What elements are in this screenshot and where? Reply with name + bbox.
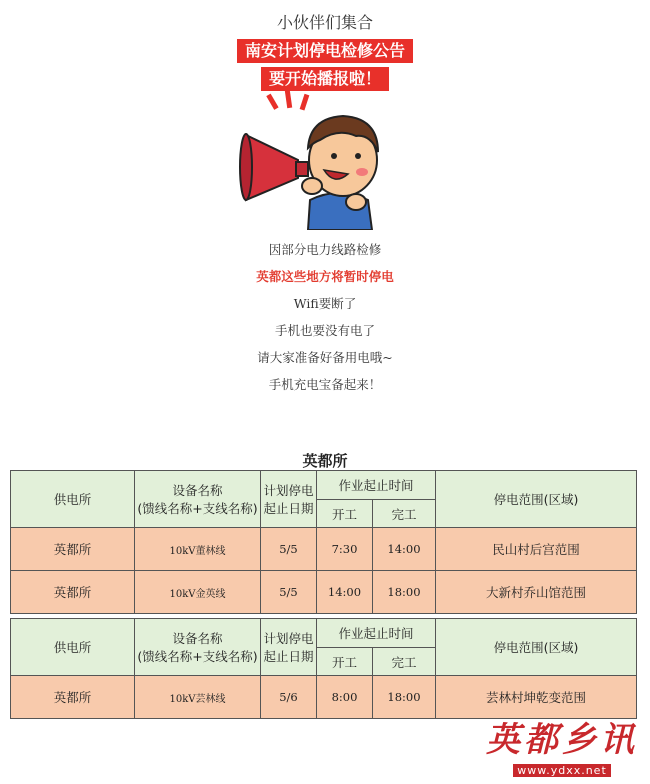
cell-scope: 大新村乔山馆范围 bbox=[436, 571, 637, 614]
header-device-name bbox=[135, 619, 261, 676]
table-row bbox=[11, 528, 637, 571]
cell-start: 7:30 bbox=[317, 528, 373, 571]
header-start: 开工 bbox=[317, 500, 373, 528]
cell-device: 10kV金英线 bbox=[135, 571, 261, 614]
header-supply-office: 供电所 bbox=[11, 619, 135, 676]
cell-device: 10kV董林线 bbox=[135, 528, 261, 571]
table-row bbox=[11, 676, 637, 719]
notice-banner-line2: 要开始播报啦！ bbox=[261, 67, 389, 91]
header-work-time: 作业起止时间 bbox=[317, 619, 436, 648]
cell-office: 英都所 bbox=[11, 528, 135, 571]
header-plan-date-main: 计划停电 bbox=[263, 483, 314, 498]
site-watermark bbox=[482, 721, 642, 778]
header-device-name bbox=[135, 471, 261, 528]
header-end: 完工 bbox=[373, 500, 436, 528]
header-device-name-sub: (馈线名称+支线名称) bbox=[137, 501, 258, 516]
notice-banner-line1: 南安计划停电检修公告 bbox=[237, 39, 413, 63]
cell-end: 18:00 bbox=[373, 676, 436, 719]
cell-scope: 民山村后宫范围 bbox=[436, 528, 637, 571]
header-plan-date bbox=[261, 619, 317, 676]
header-plan-date-sub: 起止日期 bbox=[263, 501, 314, 516]
message-line: Wifi要断了 bbox=[293, 296, 357, 311]
header-scope: 停电范围(区域) bbox=[436, 619, 637, 676]
watermark-url: www.ydxx.net bbox=[513, 764, 611, 777]
header-end: 完工 bbox=[373, 648, 436, 676]
message-line: 因部分电力线路检修 bbox=[268, 242, 382, 257]
cell-device: 10kV芸林线 bbox=[135, 676, 261, 719]
header-plan-date bbox=[261, 471, 317, 528]
cell-date: 5/5 bbox=[261, 571, 317, 614]
header-device-name-sub: (馈线名称+支线名称) bbox=[137, 649, 258, 664]
cell-office: 英都所 bbox=[11, 676, 135, 719]
header-supply-office: 供电所 bbox=[11, 471, 135, 528]
cell-end: 14:00 bbox=[373, 528, 436, 571]
megaphone-mascot-icon bbox=[238, 90, 388, 230]
message-line: 手机充电宝备起来！ bbox=[268, 377, 382, 392]
cell-date: 5/5 bbox=[261, 528, 317, 571]
message-lines bbox=[0, 236, 650, 398]
header-plan-date-sub: 起止日期 bbox=[263, 649, 314, 664]
header-plan-date-main: 计划停电 bbox=[263, 631, 314, 646]
cell-scope: 芸林村坤乾变范围 bbox=[436, 676, 637, 719]
intro-title: 小伙伴们集合 bbox=[276, 13, 373, 32]
table-row bbox=[11, 571, 637, 614]
cell-office: 英都所 bbox=[11, 571, 135, 614]
header-start: 开工 bbox=[317, 648, 373, 676]
message-line: 请大家准备好备用电哦~ bbox=[257, 350, 393, 365]
outage-table-2 bbox=[10, 618, 637, 719]
header-device-name-main: 设备名称 bbox=[172, 483, 223, 498]
cell-start: 14:00 bbox=[317, 571, 373, 614]
table-header-row bbox=[11, 619, 637, 648]
watermark-name: 英都乡讯 bbox=[486, 720, 638, 760]
cell-date: 5/6 bbox=[261, 676, 317, 719]
header-scope: 停电范围(区域) bbox=[436, 471, 637, 528]
header-device-name-main: 设备名称 bbox=[172, 631, 223, 646]
intro-header bbox=[0, 8, 650, 91]
cell-end: 18:00 bbox=[373, 571, 436, 614]
section-title: 英都所 bbox=[302, 452, 348, 470]
message-line: 手机也要没有电了 bbox=[274, 323, 375, 338]
outage-table-1 bbox=[10, 470, 637, 614]
header-work-time: 作业起止时间 bbox=[317, 471, 436, 500]
table-header-row bbox=[11, 471, 637, 500]
message-line-highlight: 英都这些地方将暂时停电 bbox=[256, 269, 394, 284]
cell-start: 8:00 bbox=[317, 676, 373, 719]
